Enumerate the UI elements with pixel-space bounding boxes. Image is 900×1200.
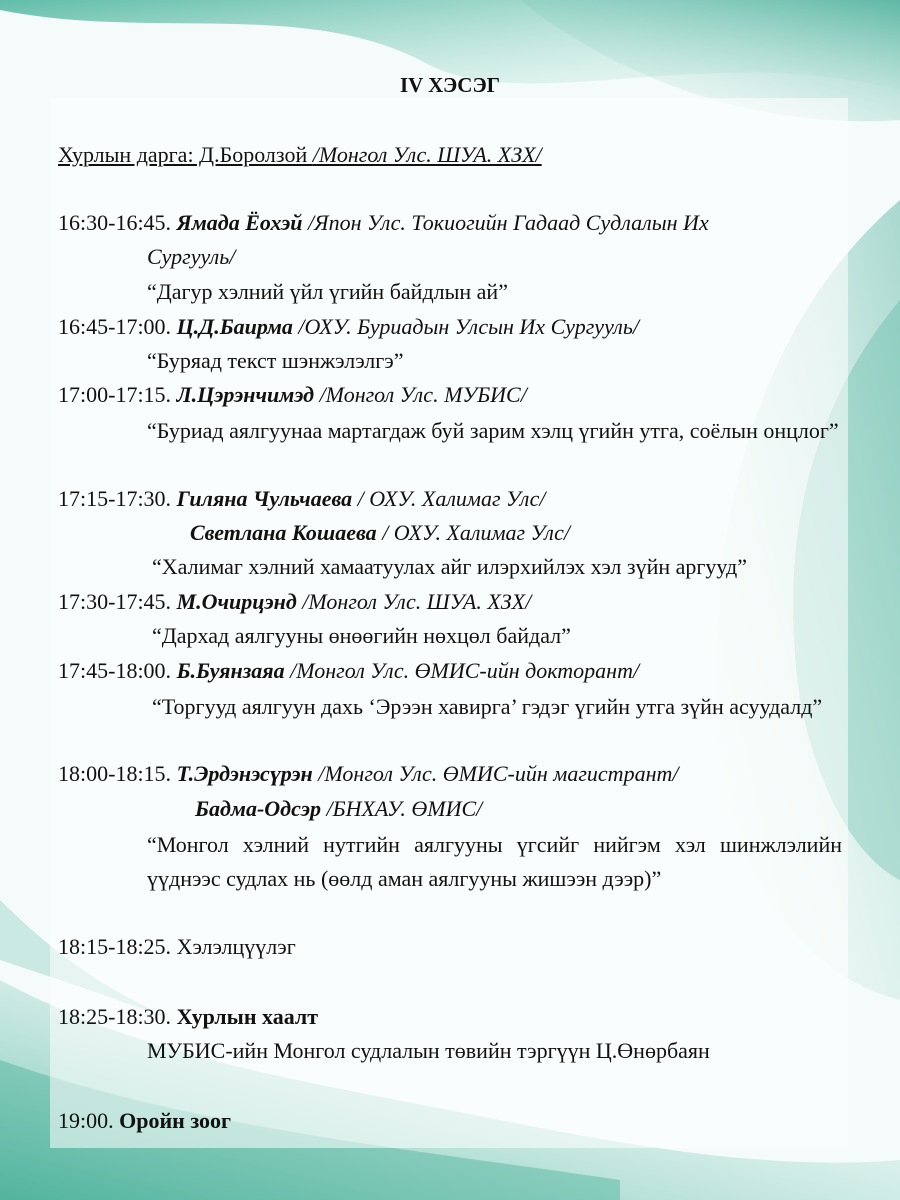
item-time: 17:30-17:45. bbox=[58, 589, 177, 614]
closing-label: Хурлын хаалт bbox=[176, 1004, 319, 1029]
chair-affiliation: /Монгол Улс. ШУА. ХЗХ/ bbox=[312, 142, 542, 167]
item-affiliation: / ОХУ. Халимаг Улс/ bbox=[352, 486, 546, 511]
item-speaker: Ямада Ёохэй bbox=[176, 210, 303, 235]
item-talk-title: “Буряад текст шэнжэлэлгэ” bbox=[147, 348, 404, 373]
closing-time: 18:25-18:30. bbox=[58, 1004, 177, 1029]
item-speaker-2: Бадма-Одсэр bbox=[195, 796, 321, 821]
item-time: 16:45-17:00. bbox=[58, 314, 177, 339]
item-time: 18:00-18:15. bbox=[58, 761, 177, 786]
schedule-item-time-line bbox=[58, 932, 296, 962]
item-talk-title: “Халимаг хэлний хамаатуулах айг илэрхийлэх хэл зүйн аргууд” bbox=[152, 554, 747, 579]
item-second-speaker-line bbox=[190, 518, 570, 548]
item-speaker: Б.Буянзаяа bbox=[176, 658, 285, 683]
chair-label: Хурлын дарга: Д.Боролзой bbox=[58, 142, 313, 167]
item-affiliation: /Япон Улс. Токиогийн Гадаад Судлалын Их bbox=[302, 210, 709, 235]
schedule-item-time-line bbox=[58, 312, 639, 342]
section-title: IV ХЭСЭГ bbox=[399, 73, 501, 97]
schedule-item-time-line bbox=[58, 656, 639, 686]
schedule-item-time-line bbox=[58, 208, 709, 238]
item-talk-title: “Торгууд аялгуун дахь ‘Эрээн хавирга’ гэдэг үгийн утга зүйн асуудалд” bbox=[152, 694, 823, 719]
session-chair bbox=[58, 140, 542, 170]
dinner-label: Оройн зоог bbox=[119, 1108, 232, 1133]
item-speaker: Ц.Д.Баирма bbox=[176, 314, 293, 339]
item-time: 16:30-16:45. bbox=[58, 210, 177, 235]
schedule-item-time-line bbox=[58, 759, 679, 789]
item-affiliation: /Монгол Улс. ШУА. ХЗХ/ bbox=[296, 589, 532, 614]
item-affiliation: /Монгол Улс. ӨМИС-ийн магистрант/ bbox=[312, 761, 679, 786]
item-second-speaker-line bbox=[195, 794, 482, 824]
closing-line bbox=[58, 1002, 318, 1032]
item-talk-title: “Дархад аялгууны өнөөгийн нөхцөл байдал” bbox=[152, 623, 571, 648]
item-talk-title: “Дагур хэлний үйл үгийн байдлын ай” bbox=[147, 279, 508, 304]
schedule-item-time-line bbox=[58, 587, 531, 617]
item-speaker: Л.Цэрэнчимэд bbox=[176, 382, 315, 407]
closing-speaker: МУБИС-ийн Монгол судлалын төвийн тэргүүн Ц.Өнөрбаян bbox=[147, 1038, 710, 1063]
item-affiliation-continued: Сургууль/ bbox=[147, 244, 236, 269]
dinner-line bbox=[58, 1106, 231, 1136]
item-time: 17:45-18:00. bbox=[58, 658, 177, 683]
item-speaker: М.Очирцэнд bbox=[176, 589, 297, 614]
item-speaker-2: Светлана Кошаева bbox=[190, 520, 377, 545]
item-speaker: Т.Эрдэнэсүрэн bbox=[176, 761, 313, 786]
item-affiliation: /Монгол Улс. ӨМИС-ийн докторант/ bbox=[284, 658, 640, 683]
item-time: 17:15-17:30. bbox=[58, 486, 177, 511]
item-talk-title: “Буриад аялгуунаа мартагдаж буй зарим хэлц үгийн утга, соёлын онцлог” bbox=[147, 418, 839, 443]
dinner-time: 19:00. bbox=[58, 1108, 120, 1133]
item-affiliation-2: / ОХУ. Халимаг Улс/ bbox=[376, 520, 571, 545]
item-talk-title: “Монгол хэлний нутгийн аялгууны үгсийг нийгэм хэл шинжлэлийн үүднээс судлах нь (өөлд аман аялгууны жишээн дээр)” bbox=[147, 832, 842, 891]
item-affiliation-2: /БНХАУ. ӨМИС/ bbox=[320, 796, 483, 821]
item-time: 18:15-18:25. bbox=[58, 934, 177, 959]
item-time: 17:00-17:15. bbox=[58, 382, 177, 407]
schedule-item-time-line bbox=[58, 484, 546, 514]
item-text: Хэлэлцүүлэг bbox=[176, 934, 296, 959]
schedule-item-time-line bbox=[58, 380, 527, 410]
item-speaker: Гиляна Чульчаева bbox=[176, 486, 353, 511]
item-affiliation: /ОХУ. Буриадын Улсын Их Сургууль/ bbox=[292, 314, 639, 339]
item-affiliation: /Монгол Улс. МУБИС/ bbox=[314, 382, 527, 407]
